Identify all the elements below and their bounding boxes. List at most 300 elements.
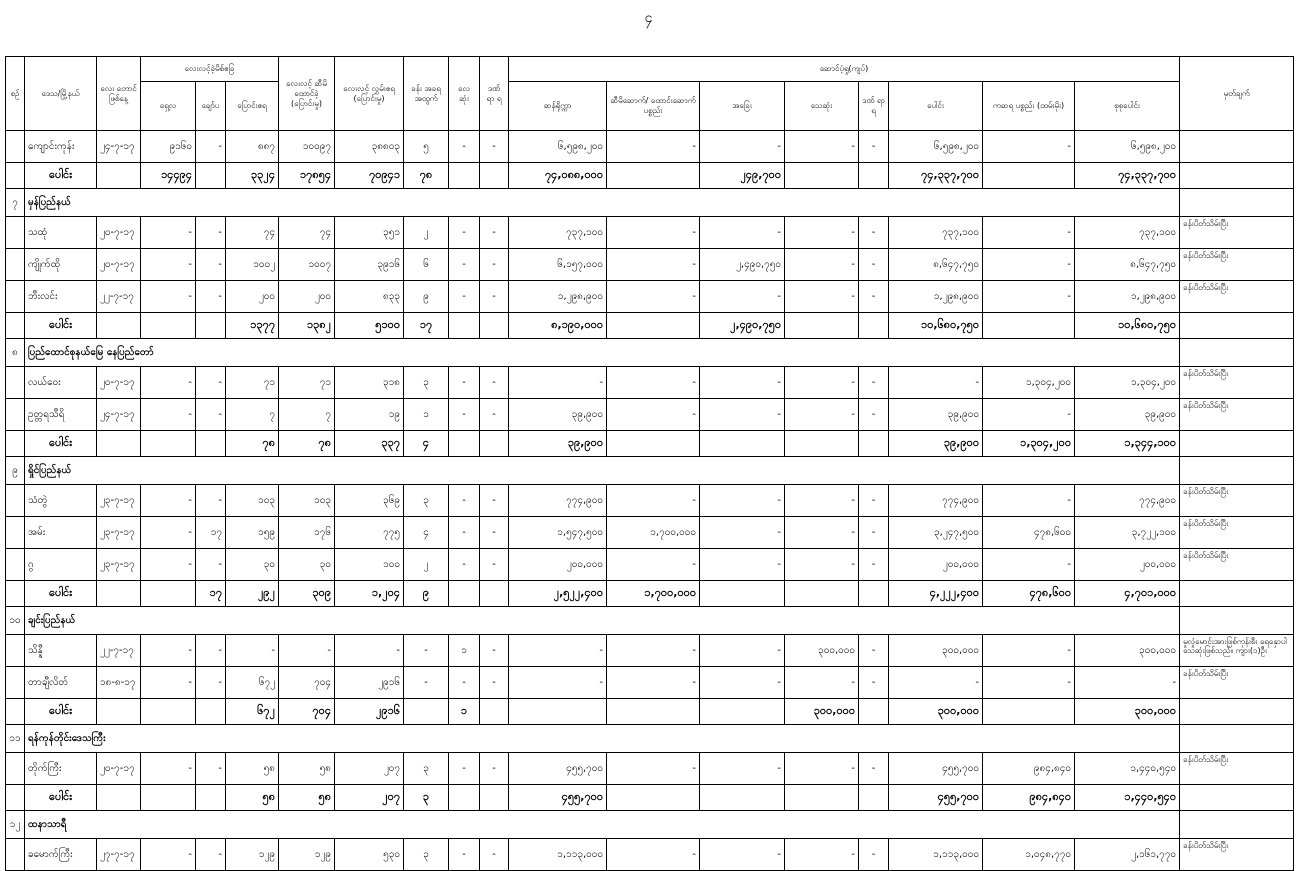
township-cell: သံတွဲ xyxy=(25,485,97,517)
value-cell-l5: - xyxy=(859,635,889,667)
value-cell-l1: ၈,၁၉၀,၀၀၀ xyxy=(509,313,607,339)
value-cell-l8: ၂၀၀,၀၀၀ xyxy=(1075,549,1180,581)
value-cell-h7 xyxy=(449,313,480,339)
col-loss-6: ပေါင်း xyxy=(889,82,983,131)
value-cell-h8 xyxy=(480,699,509,725)
value-cell-l2 xyxy=(607,431,700,457)
value-cell-h7: ၁ xyxy=(449,635,480,667)
value-cell-h3: ၂၀၀ xyxy=(226,281,279,313)
col-sr: စဉ် xyxy=(6,57,25,131)
value-cell-l3: - xyxy=(700,839,785,871)
remarks-cell xyxy=(1180,457,1294,485)
total-row xyxy=(6,785,1294,811)
value-cell-h3: ၅၈ xyxy=(226,785,279,811)
value-cell-l8: ၈,၆၄၇,၇၅၀ xyxy=(1075,249,1180,281)
township-cell: ဂွ xyxy=(25,549,97,581)
value-cell-h6: ၃ xyxy=(404,839,449,871)
value-cell-h3: - xyxy=(226,635,279,667)
value-cell-h1 xyxy=(141,581,196,607)
value-cell-h2: - xyxy=(196,839,226,871)
value-cell-h3: ၈၈၇ xyxy=(226,131,279,163)
sr-cell xyxy=(6,281,25,313)
value-cell-l4: - xyxy=(785,367,859,399)
section-title: ပြည်ထောင်စုနယ်မြေ နေပြည်တော် xyxy=(25,339,1180,367)
section-title: ရှိုင်ပြည်နယ် xyxy=(25,457,1180,485)
value-cell-l3: ၂,၄၉၀,၇၅၀ xyxy=(700,249,785,281)
value-cell-h6: ၃ xyxy=(404,785,449,811)
value-cell-l2: - xyxy=(607,281,700,313)
value-cell-l4: - xyxy=(785,485,859,517)
table-row xyxy=(6,281,1294,313)
value-cell-h2: - xyxy=(196,367,226,399)
value-cell-h1: - xyxy=(141,839,196,871)
value-cell-h6: ၂ xyxy=(404,217,449,249)
value-cell-l6: ၁,၁၁၃,၀၀၀ xyxy=(889,839,983,871)
date-cell xyxy=(97,785,141,811)
value-cell-h4: ၁၂၉ xyxy=(279,839,335,871)
value-cell-l8: ၇၃၇,၁၀၀ xyxy=(1075,217,1180,249)
value-cell-l7: - xyxy=(983,485,1075,517)
value-cell-h1: ၁၄၄၉၄ xyxy=(141,163,196,189)
date-cell: ၂၀-၇-၁၇ xyxy=(97,217,141,249)
value-cell-l8: ၇၄,၃၃၇,၇၀၀ xyxy=(1075,163,1180,189)
value-cell-l6: ၃၉,၉၀၀ xyxy=(889,431,983,457)
col-h9: ဒဏ် ရာ ရ xyxy=(480,57,509,131)
col-h7: ခန်း အခရ အထွက် xyxy=(404,57,449,131)
col-h5: လေးလင့် ဆီမိ ထောင်ခဲ့ (ပြောင်းမှု) xyxy=(279,57,335,131)
township-cell: ခမောက်ကြီး xyxy=(25,839,97,871)
value-cell-l1 xyxy=(509,699,607,725)
sr-cell xyxy=(6,163,25,189)
value-cell-l4 xyxy=(785,163,859,189)
sr-cell xyxy=(6,517,25,549)
value-cell-l2: - xyxy=(607,399,700,431)
value-cell-l5 xyxy=(859,163,889,189)
date-cell: ၂၄-၇-၁၇ xyxy=(97,399,141,431)
value-cell-l3: ၂၄၉,၇၀၀ xyxy=(700,163,785,189)
date-cell: ၂၂-၇-၁၇ xyxy=(97,281,141,313)
value-cell-l4: ၃၀၀,၀၀၀ xyxy=(785,699,859,725)
value-cell-h5: ၁,၂၀၄ xyxy=(335,581,404,607)
value-cell-h5: ၃၆၉ xyxy=(335,485,404,517)
section-number: ၈ xyxy=(6,339,25,367)
value-cell-l7: - xyxy=(983,217,1075,249)
value-cell-l8: ၁,၃၄၄,၁၀၀ xyxy=(1075,431,1180,457)
value-cell-h3: ၇ xyxy=(226,399,279,431)
value-cell-h4: ၁၀၀၇ xyxy=(279,249,335,281)
date-cell: ၂၀-၇-၁၇ xyxy=(97,249,141,281)
section-number: ၁၀ xyxy=(6,607,25,635)
value-cell-h5: ၃၅၁ xyxy=(335,217,404,249)
value-cell-h5: ၃၉၁၆ xyxy=(335,249,404,281)
value-cell-l1: ၇၇၄,၉၀၀ xyxy=(509,485,607,517)
value-cell-h8: - xyxy=(480,281,509,313)
value-cell-l4: ၃၀၀,၀၀၀ xyxy=(785,635,859,667)
value-cell-h6: ၁ xyxy=(404,399,449,431)
remarks-cell: ခန်းပိတ်သိမ်းပြီး xyxy=(1180,517,1294,549)
col-h6: လေးလင့် လွှမ်းဧရ (ပြောင်းမှု) xyxy=(335,57,404,131)
table-row xyxy=(6,399,1294,431)
value-cell-l5 xyxy=(859,699,889,725)
value-cell-h2: - xyxy=(196,399,226,431)
table-row xyxy=(6,485,1294,517)
value-cell-l2 xyxy=(607,163,700,189)
value-cell-l4: - xyxy=(785,217,859,249)
township-cell: ကျောင်းကုန်း xyxy=(25,131,97,163)
value-cell-l4: - xyxy=(785,549,859,581)
value-cell-h1: - xyxy=(141,549,196,581)
value-cell-l1: ၁,၅၄၇,၅၀၀ xyxy=(509,517,607,549)
sr-cell xyxy=(6,485,25,517)
col-township: ဒေသ/မြို့နယ် xyxy=(25,57,97,131)
value-cell-l4: - xyxy=(785,753,859,785)
value-cell-h2 xyxy=(196,431,226,457)
township-cell: ဘီးလင်း xyxy=(25,281,97,313)
value-cell-h4: ၇၀၄ xyxy=(279,699,335,725)
date-cell: ၂၀-၇-၁၇ xyxy=(97,753,141,785)
value-cell-h4: ၁၀၀၉၇ xyxy=(279,131,335,163)
value-cell-h6: ၃ xyxy=(404,485,449,517)
value-cell-l3: - xyxy=(700,667,785,699)
value-cell-l6: ၇၇၄,၉၀၀ xyxy=(889,485,983,517)
value-cell-l5: - xyxy=(859,753,889,785)
value-cell-h2: - xyxy=(196,217,226,249)
value-cell-h7 xyxy=(449,581,480,607)
sr-cell xyxy=(6,367,25,399)
remarks-cell: ခန်းပိတ်သိမ်းပြီး xyxy=(1180,753,1294,785)
value-cell-l7: ၁,၀၄၈,၇၇၀ xyxy=(983,839,1075,871)
value-cell-l5: - xyxy=(859,367,889,399)
value-cell-h3: ၇၄ xyxy=(226,217,279,249)
value-cell-h5: - xyxy=(335,635,404,667)
value-cell-l6: ၄၅၅,၇၀၀ xyxy=(889,753,983,785)
value-cell-l2: - xyxy=(607,367,700,399)
value-cell-l6: ၃၀၀,၀၀၀ xyxy=(889,699,983,725)
value-cell-h4: ၁၇၈၅၄ xyxy=(279,163,335,189)
value-cell-l5 xyxy=(859,581,889,607)
value-cell-l8: ၄,၇၀၁,၀၀၀ xyxy=(1075,581,1180,607)
value-cell-l3 xyxy=(700,431,785,457)
value-cell-l3: - xyxy=(700,635,785,667)
value-cell-h4: ၇ xyxy=(279,399,335,431)
date-cell xyxy=(97,581,141,607)
remarks-cell: ခန်းပိတ်သိမ်းပြီး xyxy=(1180,839,1294,871)
col-loss-2: ဆီမိဆောက်/ ထောင်းဆောက် ပစ္စည်း xyxy=(607,82,700,131)
value-cell-h2: - xyxy=(196,281,226,313)
date-cell: ၂၂-၇-၁၇ xyxy=(97,635,141,667)
value-cell-h4: ၇၄ xyxy=(279,217,335,249)
value-cell-h4: ၂၀၀ xyxy=(279,281,335,313)
value-cell-l2: - xyxy=(607,249,700,281)
value-cell-l5: - xyxy=(859,517,889,549)
remarks-cell: ခန်းပိတ်သိမ်းပြီး xyxy=(1180,667,1294,699)
value-cell-h6: - xyxy=(404,635,449,667)
value-cell-h1: - xyxy=(141,485,196,517)
value-cell-l7: - xyxy=(983,635,1075,667)
value-cell-l8: ၁,၄၄၀,၅၄၀ xyxy=(1075,753,1180,785)
value-cell-l3: - xyxy=(700,217,785,249)
value-cell-l7: - xyxy=(983,399,1075,431)
value-cell-h4: ၇၈ xyxy=(279,431,335,457)
value-cell-h7: - xyxy=(449,549,480,581)
value-cell-h3: ၆၇၂ xyxy=(226,667,279,699)
value-cell-l4 xyxy=(785,313,859,339)
value-cell-h5: ၃၃၇ xyxy=(335,431,404,457)
value-cell-h4: ၃၀ xyxy=(279,549,335,581)
value-cell-l8: ၁,၃၀၄,၂၀၀ xyxy=(1075,367,1180,399)
value-cell-l1: ၆,၁၅၇,၀၀၀ xyxy=(509,249,607,281)
value-cell-h7 xyxy=(449,431,480,457)
value-cell-h8 xyxy=(480,785,509,811)
col-h-sub-3: ပြောင်းဧရ xyxy=(226,82,279,131)
township-cell: တိုက်ကြီး xyxy=(25,753,97,785)
total-label: ပေါင်း xyxy=(25,699,97,725)
value-cell-l6: ၈,၆၄၇,၇၅၀ xyxy=(889,249,983,281)
table-row xyxy=(6,517,1294,549)
value-cell-h2: ၁၇ xyxy=(196,517,226,549)
date-cell: ၁၈-၈-၁၇ xyxy=(97,667,141,699)
value-cell-l5 xyxy=(859,431,889,457)
value-cell-l4: - xyxy=(785,249,859,281)
value-cell-l2: - xyxy=(607,667,700,699)
value-cell-h7: - xyxy=(449,367,480,399)
value-cell-h7: - xyxy=(449,517,480,549)
township-cell: ဥတ္တရသီရိ xyxy=(25,399,97,431)
value-cell-l2 xyxy=(607,313,700,339)
value-cell-l7 xyxy=(983,699,1075,725)
value-cell-h3: ၁၀၃ xyxy=(226,485,279,517)
date-cell: ၂၀-၇-၁၇ xyxy=(97,367,141,399)
value-cell-l4: - xyxy=(785,667,859,699)
section-number: ၇ xyxy=(6,189,25,217)
section-title: မှန်ပြည်နယ် xyxy=(25,189,1180,217)
value-cell-l1: - xyxy=(509,635,607,667)
value-cell-h3: ၁၀၀၂ xyxy=(226,249,279,281)
value-cell-l1: ၂၀၀,၀၀၀ xyxy=(509,549,607,581)
value-cell-l8: ၁၀,၆၈၀,၇၅၀ xyxy=(1075,313,1180,339)
value-cell-l4: - xyxy=(785,399,859,431)
col-loss-8: စုစုပေါင်း xyxy=(1075,82,1180,131)
sr-cell xyxy=(6,313,25,339)
sr-cell xyxy=(6,131,25,163)
value-cell-h5: ၂၀၇ xyxy=(335,785,404,811)
remarks-cell xyxy=(1180,131,1294,163)
col-group-loss: ဆောင်ပံ့ရှု(ကျပ်) xyxy=(509,57,1180,82)
total-row xyxy=(6,163,1294,189)
sr-cell xyxy=(6,753,25,785)
value-cell-l6: ၃၉,၉၀၀ xyxy=(889,399,983,431)
sr-cell xyxy=(6,549,25,581)
value-cell-h2: - xyxy=(196,485,226,517)
value-cell-l8: ၇၇၄,၉၀၀ xyxy=(1075,485,1180,517)
col-h8: လေ ဆုံး xyxy=(449,57,480,131)
value-cell-h2: - xyxy=(196,667,226,699)
value-cell-h7: - xyxy=(449,217,480,249)
col-date: လေး တောင် ဖြစ်နေ့ xyxy=(97,57,141,131)
section-title: ချင်းပြည်နယ် xyxy=(25,607,1180,635)
remarks-cell: ခန်းပိတ်သိမ်းပြီး xyxy=(1180,249,1294,281)
date-cell: ၂၃-၇-၁၇ xyxy=(97,549,141,581)
value-cell-l3: - xyxy=(700,517,785,549)
value-cell-l8: ၁,၂၉၈,၉၀၀ xyxy=(1075,281,1180,313)
value-cell-h6: - xyxy=(404,667,449,699)
value-cell-h8: - xyxy=(480,367,509,399)
value-cell-h3: ၅၈ xyxy=(226,753,279,785)
value-cell-l6: ၃,၂၄၇,၅၀၀ xyxy=(889,517,983,549)
value-cell-h6: ၄ xyxy=(404,431,449,457)
col-remarks: မှတ်ချက် xyxy=(1180,57,1294,131)
value-cell-l2: - xyxy=(607,839,700,871)
value-cell-h8: - xyxy=(480,485,509,517)
value-cell-l6: - xyxy=(889,367,983,399)
table-row xyxy=(6,753,1294,785)
value-cell-h1: - xyxy=(141,517,196,549)
value-cell-h6: ၃ xyxy=(404,367,449,399)
township-cell: တာချီလိတ် xyxy=(25,667,97,699)
value-cell-l3: - xyxy=(700,367,785,399)
value-cell-l4 xyxy=(785,581,859,607)
value-cell-h4: ၅၈ xyxy=(279,753,335,785)
value-cell-h4: ၃၀၉ xyxy=(279,581,335,607)
remarks-cell xyxy=(1180,607,1294,635)
value-cell-h3: ၁၂၉ xyxy=(226,839,279,871)
value-cell-h7: - xyxy=(449,131,480,163)
value-cell-l5: - xyxy=(859,217,889,249)
value-cell-l5: - xyxy=(859,131,889,163)
remarks-cell: ခန်းပိတ်သိမ်းပြီး xyxy=(1180,217,1294,249)
value-cell-l1: ၄၅၅,၇၀၀ xyxy=(509,785,607,811)
total-row xyxy=(6,313,1294,339)
value-cell-l2: - xyxy=(607,217,700,249)
total-label: ပေါင်း xyxy=(25,313,97,339)
value-cell-l1: ၃၉,၉၀၀ xyxy=(509,431,607,457)
value-cell-h6: ၉ xyxy=(404,281,449,313)
value-cell-h1: - xyxy=(141,399,196,431)
value-cell-h2: - xyxy=(196,753,226,785)
total-row xyxy=(6,581,1294,607)
sr-cell xyxy=(6,667,25,699)
value-cell-l5: - xyxy=(859,281,889,313)
value-cell-h5: ၈၃၃ xyxy=(335,281,404,313)
value-cell-l6: ၇၄,၃၃၇,၇၀၀ xyxy=(889,163,983,189)
remarks-cell xyxy=(1180,189,1294,217)
value-cell-l7: ၄၇၈,၆၀၀ xyxy=(983,581,1075,607)
value-cell-h2: - xyxy=(196,635,226,667)
sr-cell xyxy=(6,699,25,725)
value-cell-h4: ၇၀၄ xyxy=(279,667,335,699)
value-cell-h3: ၇၁ xyxy=(226,367,279,399)
remarks-cell xyxy=(1180,339,1294,367)
value-cell-h7: - xyxy=(449,485,480,517)
table-row xyxy=(6,131,1294,163)
value-cell-l1: ၆,၅၉၈,၂၀၀ xyxy=(509,131,607,163)
date-cell xyxy=(97,431,141,457)
value-cell-l7: ၉၈၄,၈၄၀ xyxy=(983,753,1075,785)
value-cell-l6: ၆,၅၉၈,၂၀၀ xyxy=(889,131,983,163)
value-cell-l1: ၇၄,၀၈၈,၀၀၀ xyxy=(509,163,607,189)
value-cell-l5 xyxy=(859,313,889,339)
value-cell-l6: ၁၀,၆၈၀,၇၅၀ xyxy=(889,313,983,339)
value-cell-h1: - xyxy=(141,667,196,699)
section-title: ရန်ကုန်တိုင်းဒေသကြီး xyxy=(25,725,1180,753)
date-cell: ၂၃-၇-၁၇ xyxy=(97,517,141,549)
value-cell-l6: ၄၅၅,၇၀၀ xyxy=(889,785,983,811)
value-cell-h2: - xyxy=(196,131,226,163)
value-cell-l3: - xyxy=(700,753,785,785)
value-cell-l4: - xyxy=(785,281,859,313)
value-cell-h1: - xyxy=(141,249,196,281)
total-row xyxy=(6,431,1294,457)
township-cell: လယ်ဝေး xyxy=(25,367,97,399)
value-cell-l8: - xyxy=(1075,667,1180,699)
sr-cell xyxy=(6,785,25,811)
value-cell-l4: - xyxy=(785,517,859,549)
value-cell-l8: ၁,၄၄၀,၅၄၀ xyxy=(1075,785,1180,811)
value-cell-l3: - xyxy=(700,281,785,313)
value-cell-l1: ၁,၁၁၃,၀၀၀ xyxy=(509,839,607,871)
col-loss-4: သေဆုံး xyxy=(785,82,859,131)
value-cell-l1: ၁,၂၉၈,၉၀၀ xyxy=(509,281,607,313)
value-cell-h5: ၃၈၈၀၃ xyxy=(335,131,404,163)
value-cell-l2: ၁,၇၀၀,၀၀၀ xyxy=(607,517,700,549)
value-cell-l6: ၇၃၇,၁၀၀ xyxy=(889,217,983,249)
value-cell-h7: - xyxy=(449,281,480,313)
value-cell-l1: - xyxy=(509,367,607,399)
value-cell-l1: ၂,၅၂၂,၄၀၀ xyxy=(509,581,607,607)
sr-cell xyxy=(6,399,25,431)
section-row xyxy=(6,725,1294,753)
value-cell-h1 xyxy=(141,313,196,339)
value-cell-h6: ၁၇ xyxy=(404,313,449,339)
value-cell-h8 xyxy=(480,581,509,607)
value-cell-h1: ၉၁၆၀ xyxy=(141,131,196,163)
value-cell-l7: ၁,၃၀၄,၂၀၀ xyxy=(983,431,1075,457)
sr-cell xyxy=(6,217,25,249)
value-cell-h7 xyxy=(449,163,480,189)
value-cell-h7: ၁ xyxy=(449,699,480,725)
value-cell-h7: - xyxy=(449,753,480,785)
value-cell-l6: ၃၀၀,၀၀၀ xyxy=(889,635,983,667)
value-cell-l2: - xyxy=(607,131,700,163)
value-cell-h2 xyxy=(196,785,226,811)
table-row xyxy=(6,635,1294,667)
value-cell-h8 xyxy=(480,313,509,339)
value-cell-l5: - xyxy=(859,549,889,581)
value-cell-l4 xyxy=(785,785,859,811)
remarks-cell xyxy=(1180,313,1294,339)
value-cell-h8: - xyxy=(480,399,509,431)
table-row xyxy=(6,249,1294,281)
value-cell-h8: - xyxy=(480,549,509,581)
section-row xyxy=(6,607,1294,635)
remarks-cell xyxy=(1180,725,1294,753)
value-cell-l6: ၄,၂၂၂,၄၀၀ xyxy=(889,581,983,607)
value-cell-h5: ၂၉၁၆ xyxy=(335,667,404,699)
value-cell-h5: ၇၀၉၄၁ xyxy=(335,163,404,189)
value-cell-h2: - xyxy=(196,549,226,581)
remarks-cell xyxy=(1180,785,1294,811)
value-cell-h3: ၇၈ xyxy=(226,431,279,457)
value-cell-h3: ၃၃၂၄ xyxy=(226,163,279,189)
value-cell-l5: - xyxy=(859,485,889,517)
table-row xyxy=(6,217,1294,249)
total-label: ပေါင်း xyxy=(25,785,97,811)
page-number: ၄ xyxy=(644,10,653,26)
sr-cell xyxy=(6,249,25,281)
date-cell xyxy=(97,313,141,339)
value-cell-h7: - xyxy=(449,839,480,871)
value-cell-h5: ၇၇၅ xyxy=(335,517,404,549)
